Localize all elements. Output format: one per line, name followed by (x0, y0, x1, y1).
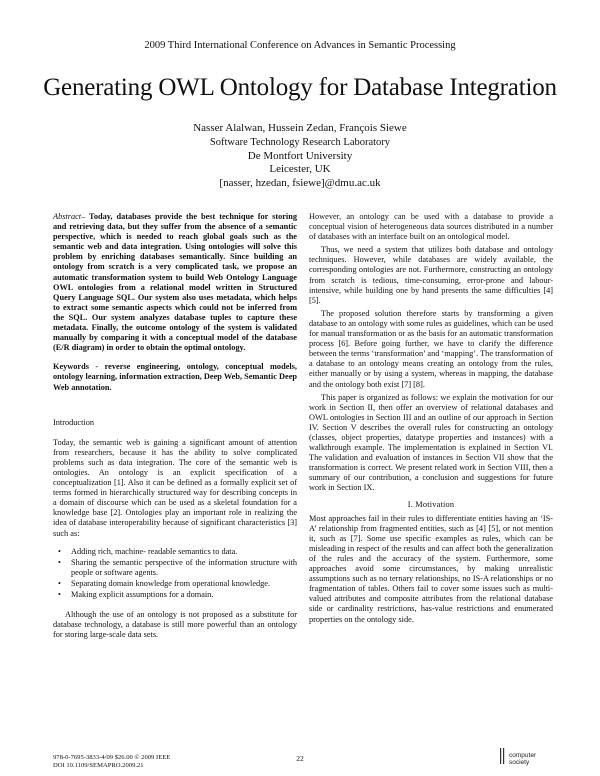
abstract (53, 212, 297, 353)
logo-text (509, 752, 536, 766)
list-item (53, 590, 297, 600)
footer-doi: DOI 10.1109/SEMAPRO.2009.21 (53, 762, 144, 769)
list-item (53, 547, 297, 557)
affiliation-lab: Software Technology Research Laboratory (209, 136, 391, 148)
abstract-lead: Abstract– (53, 212, 86, 221)
intro-bullet-list (53, 547, 297, 600)
affiliation-location: Leicester, UK (269, 163, 331, 176)
bullet-icon: • (58, 557, 61, 567)
motivation-heading: I. Motivation (407, 499, 455, 509)
bullet-icon: • (58, 546, 61, 556)
abstract-text: Today, databases provide the best technique for storing and retrieving data, but they suffer from the absence of a semantic perspective, which is needed to reach global goals such as the semantic web and data integration. Using ontologies will solve this problem by enriching databases semantically. Since building an ontology from scratch is a very complicated task, we propose an automatic transformation system to build Web Ontology Language OWL ontologies from a relational model written in Structured Query Language SQL. Our system also uses metadata, which helps to extract some semantic aspects which could not be inferred from the SQL. Our system analyzes database tuples to capture these metadata. Finally, the outcome ontology of the system is validated manually by comparing it with a conceptual model of the database (E/R diagram) in order to obtain the optimal ontology. (53, 212, 297, 353)
bullet-icon: • (58, 578, 61, 588)
computer-society-logo-icon (499, 748, 507, 764)
left-column (53, 212, 297, 640)
list-item (53, 558, 297, 578)
right-paragraph-1: However, an ontology can be used with a database to provide a conceptual vision of heterogeneous data sources distributed in a number of databases with an interface built on an ontological model. (309, 212, 553, 242)
author-email: [nasser, hzedan, fsiewe]@dmu.ac.uk (219, 177, 381, 190)
paper-title: Generating OWL Ontology for Database Integration (43, 74, 557, 101)
keywords: Keywords - reverse engineering, ontology, conceptual models, ontology learning, information extraction, Deep Web, Semantic Deep Web annotation. (53, 362, 297, 392)
logo-line-2: society (509, 759, 530, 766)
intro-paragraph-2: Although the use of an ontology is not proposed as a substitute for database technology, a database is still more powerful than an ontology for storing large-scale data sets. (53, 610, 297, 640)
right-paragraph-3: The proposed solution therefore starts by transforming a given database to an ontology with some rules as guidelines, which can be used for manual transformation or as the basis for an automatic transformation process [6]. Before going further, we have to clarify the difference between the terms ‘transformation’ and ‘mapping’. The transformation of a database to an ontology means creating an ontology from the rules, either manually or by using a system, whereas in mapping, the database and the ontology both exist [7] [8]. (309, 308, 553, 389)
list-item-text: Making explicit assumptions for a domain. (71, 590, 214, 599)
logo-line-1: computer (509, 752, 537, 759)
conference-header: 2009 Third International Conference on Advances in Semantic Processing (144, 40, 456, 51)
authors: Nasser Alalwan, Hussein Zedan, François Siewe (193, 122, 407, 134)
intro-paragraph-1: Today, the semantic web is gaining a significant amount of attention from researchers, because it has the ability to solve complicated problems such as data integration. The core of the semantic web is ontologies. An ontology is an explicit specification of a conceptualization [1]. Also it can be defined as a formally explicit set of terms formed in hierarchically structured way for describing concepts in a domain of discourse which can be used as a skeletal foundation for a knowledge base [2]. Ontologies play an important role in realizing the idea of database interoperability because of significant characteristics [3] such as: (53, 437, 297, 538)
right-paragraph-4: This paper is organized as follows: we explain the motivation for our work in Section II, then offer an overview of relational databases and OWL ontologies in Section III and an outline of our approach in Section IV. Section V describes the overall rules for constructing an ontology (classes, object properties, datatype properties and instances) with a walkthrough example. The implementation is explained in Section VI. The validation and evaluation of instances in Section VII show that the transformation is correct. We present related work in Section VIII, then a summary of our contribution, a conclusion and suggestions for future work in Section IX. (309, 392, 553, 493)
list-item-text: Adding rich, machine- readable semantics to data. (71, 546, 238, 556)
footer-isbn: 978-0-7695-3833-4/09 $26.00 © 2009 IEEE (53, 754, 171, 761)
right-column (309, 212, 553, 625)
computer-society-logo (499, 746, 555, 770)
author-block (0, 122, 600, 191)
bullet-icon: • (58, 590, 61, 599)
intro-heading: Introduction (53, 417, 95, 427)
list-item-text: Sharing the semantic perspective of the information structure with people or software agents. (71, 557, 297, 577)
page-number: 22 (296, 754, 304, 763)
right-paragraph-2: Thus, we need a system that utilizes both database and ontology techniques. However, while databases are widely available, the corresponding ontologies are not. Furthermore, constructing an ontology from scratch is tedious, time-consuming, error-prone and labour-intensive, while building one by hand presents the same difficulties [4] [5]. (309, 245, 553, 305)
list-item (53, 579, 297, 589)
affiliation-university: De Montfort University (247, 149, 353, 162)
list-item-text: Separating domain knowledge from operational knowledge. (71, 578, 271, 588)
motivation-paragraph: Most approaches fail in their rules to differentiate entities having an ‘IS-A’ relationship from fragmented entities, such as [4] [5], or not mention it, such as [7]. Some use specific examples as rules, which can be misleading in respect of the results and can affect both the generalization of the rules and the accuracy of the system. Furthermore, some approaches avoid some circumstances, by making unrealistic assumptions such as no ternary relationships, no IS-A relationships or no fragmentation of tables. Others fail to cover some issues such as multi-valued attributes and composite attributes from the relational database side or cardinality restrictions, has-value restrictions and enumerated properties on the ontology side. (309, 513, 553, 624)
